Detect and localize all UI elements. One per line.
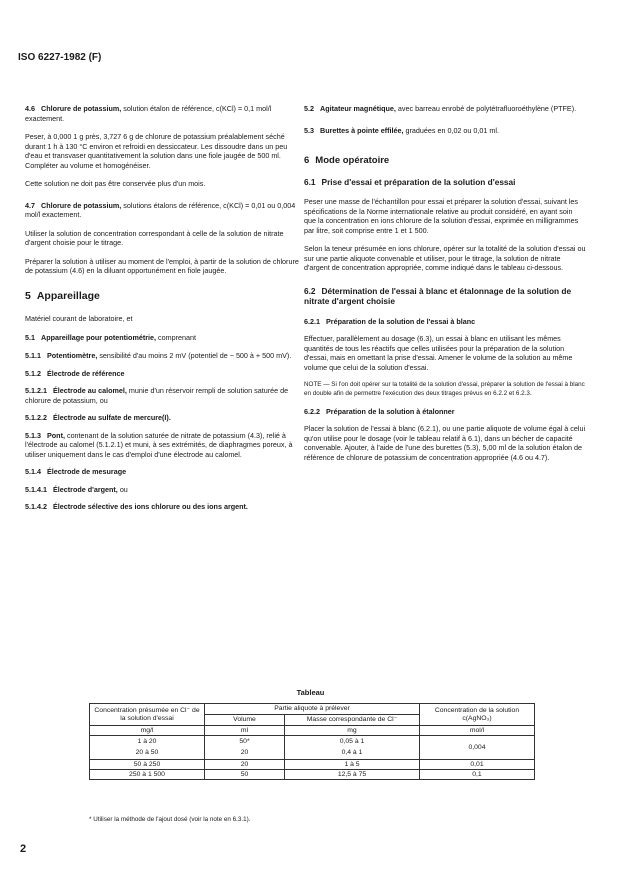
section-6-2-1-heading [304, 317, 586, 327]
section-6-2-2-heading [304, 407, 586, 417]
cell-value: 50* [239, 738, 250, 746]
section-5-1-heading [25, 333, 299, 343]
paragraph: Cette solution ne doit pas être conservée plus d'un mois. [25, 179, 206, 188]
section-text: sensibilité d'au moins 2 mV (potentiel de − 500 à + 500 mV). [99, 351, 292, 361]
table-row [90, 736, 535, 759]
right-column [304, 104, 586, 471]
section-number: 5 [25, 289, 31, 302]
section-number: 5.1.2.2 [25, 413, 47, 423]
section-title: Chlorure de potassium, [41, 200, 122, 210]
table-row [90, 759, 535, 769]
table-cell [90, 736, 205, 759]
left-column [25, 104, 299, 520]
section-title: Prise d'essai et préparation de la solution d'essai [321, 176, 516, 187]
table-cell [285, 736, 420, 759]
data-table [89, 703, 535, 780]
section-4-7-heading [25, 201, 299, 220]
table-cell: 0,01 [420, 759, 535, 769]
section-number: 5.1.4.2 [25, 502, 47, 512]
table-cell: 50 [205, 769, 285, 779]
page-number: 2 [20, 843, 27, 855]
section-title: Pont, [47, 430, 65, 440]
section-title: Détermination de l'essai à blanc et étalonnage de la solution de nitrate d'argent choisie [304, 285, 572, 306]
cell-value: 20 [240, 748, 249, 756]
paragraph: Selon la teneur présumée en ions chlorure, opérer sur la totalité de la solution d'essai ou sur une partie aliquote convenable et utiliser, pour le titrage, la solution de nitrate d'argent de concentration appropriée, comme indiqué dans le tableau ci-dessous. [304, 244, 586, 273]
table-cell: mol/l [420, 726, 535, 736]
section-text: comprenant [158, 332, 196, 342]
section-title: Électrode au calomel, [52, 386, 127, 396]
table-cell: ml [205, 726, 285, 736]
cell-value: 1 à 20 [137, 738, 157, 746]
section-number: 5.1.4.1 [25, 484, 47, 494]
section-title: Mode opératoire [315, 155, 390, 166]
note: NOTE — Si l'on doit opérer sur la totalité de la solution d'essai, préparer la solution de l'essai à blanc en double afin de permettre l'exécution des deux titrages prévus en 6.2.2 et 6.2.3. [304, 381, 585, 397]
section-title: Burettes à pointe effilée, [320, 125, 404, 135]
section-5-1-2 [25, 369, 299, 379]
section-title: Préparation de la solution de l'essai à blanc [326, 316, 476, 326]
table-header-row [90, 704, 535, 715]
section-5-2 [304, 104, 586, 114]
table-cell [205, 736, 285, 759]
section-5-3 [304, 126, 586, 136]
section-number: 5.3 [304, 125, 314, 135]
section-5-1-1 [25, 351, 299, 361]
cell-value: 0,05 à 1 [339, 738, 365, 746]
section-text: avec barreau enrobé de polytétrafluoroéthylène (PTFE). [397, 104, 577, 113]
cell-value: 0,4 à 1 [341, 748, 363, 756]
section-4-6-heading [25, 104, 299, 123]
table-row [90, 769, 535, 779]
table-cell: mg [285, 726, 420, 736]
section-number: 6.2 [304, 285, 316, 296]
paragraph: Peser une masse de l'échantillon pour essai et préparer la solution d'essai, suivant les spécifications de la Norme internationale relative au produit considéré, en ayant soin que la concentration en ions chlorure de la solution d'essai, exprimée en milligrammes par litre, soit comprise entre 1 et 1 500. [304, 197, 579, 235]
paragraph: Placer la solution de l'essai à blanc (6.2.1), ou une partie aliquote de volume égal à celui qu'on utilise pour le dosage (voir le tableau relatif à 6.1), dans un bécher de capacité convenable. Ajouter, à l'aide de l'une des burettes (5.3), 5,00 ml de la solution étalon de référence de chlorure de potassium de concentration appropriée (4.6 ou 4.7). [304, 424, 586, 462]
section-number: 5.2 [304, 104, 314, 113]
section-text: ou [119, 484, 128, 494]
section-number: 5.1 [25, 332, 35, 342]
section-5-1-4-1 [25, 485, 299, 495]
section-number: 4.6 [25, 104, 35, 113]
section-text: munie d'un réservoir rempli de solution saturée de chlorure de potassium, ou [25, 386, 289, 405]
section-number: 6.1 [304, 176, 316, 187]
section-number: 6.2.2 [304, 406, 320, 416]
section-number: 6.2.1 [304, 316, 320, 326]
paragraph: Matériel courant de laboratoire, et [25, 314, 133, 324]
table-cell: 1 à 5 [285, 759, 420, 769]
table-title: Tableau [296, 688, 325, 697]
section-5-1-4 [25, 467, 299, 477]
section-5-1-2-1 [25, 386, 299, 405]
section-title: Appareillage pour potentiométrie, [41, 332, 157, 342]
column-header-concentration: Concentration présumée en Cl⁻ de la solution d'essai [90, 704, 205, 726]
section-title: Chlorure de potassium, [41, 104, 122, 113]
section-text: solutions étalons de référence, c(KCl) = 0,01 ou 0,004 mol/l exactement. [25, 200, 296, 219]
table-cell: mg/l [90, 726, 205, 736]
section-title: Agitateur magnétique, [320, 104, 396, 113]
column-header-volume: Volume [205, 715, 285, 726]
section-number: 5.1.2 [25, 368, 41, 378]
section-text: graduées en 0,02 ou 0,01 ml. [405, 125, 499, 135]
section-number: 5.1.3 [25, 430, 41, 440]
table-cell: 0,004 [420, 736, 535, 759]
paragraph: Utiliser la solution de concentration correspondant à celle de la solution de nitrate d'argent choisie pour le titrage. [25, 228, 284, 247]
table-units-row [90, 726, 535, 736]
section-5-1-3 [25, 431, 299, 460]
section-title: Électrode au sulfate de mercure(I). [52, 413, 171, 423]
paragraph: Préparer la solution à utiliser au moment de l'emploi, à partir de la solution de chlorure de potassium (4.6) en la diluant opportunément en fiole jaugée. [25, 256, 299, 275]
section-6-2-heading [304, 287, 586, 307]
column-header-agno3: Concentration de la solution c(AgNO₃) [420, 704, 535, 726]
cell-value: 20 à 50 [135, 748, 159, 756]
section-title: Électrode d'argent, [52, 484, 118, 494]
section-title: Appareillage [36, 289, 100, 302]
section-6-heading [304, 155, 586, 168]
paragraph: Effectuer, parallèlement au dosage (6.3), un essai à blanc en utilisant les mêmes quantités de tous les réactifs que celles utilisées pour la préparation de la solution d'essai, mais en omettant la prise d'essai. Amener le volume de la solution au même volume que celui de la solution d'essai. [304, 334, 573, 372]
table-cell: 20 [205, 759, 285, 769]
section-number: 5.1.2.1 [25, 386, 47, 396]
section-number: 6 [304, 155, 310, 166]
table-footnote: * Utiliser la méthode de l'ajout dosé (voir la note en 6.3.1). [89, 816, 251, 823]
section-number: 5.1.1 [25, 351, 41, 361]
table-cell: 12,5 à 75 [285, 769, 420, 779]
section-5-1-4-2 [25, 502, 299, 512]
section-6-1-heading [304, 178, 586, 188]
section-number: 4.7 [25, 200, 35, 210]
document-header: ISO 6227-1982 (F) [18, 52, 102, 63]
section-5-heading [25, 290, 299, 304]
section-text: solution étalon de référence, c(KCl) = 0,1 mol/l exactement. [25, 104, 272, 123]
table-cell: 250 à 1 500 [90, 769, 205, 779]
column-header-mass: Masse correspondante de Cl⁻ [285, 715, 420, 726]
section-5-1-2-2 [25, 413, 299, 423]
table-cell: 50 à 250 [90, 759, 205, 769]
section-title: Potentiomètre, [47, 351, 98, 361]
section-title: Électrode sélective des ions chlorure ou des ions argent. [52, 502, 248, 512]
section-text: contenant de la solution saturée de nitrate de potassium (4.3), relié à l'électrode au calomel (5.1.2.1) et muni, à ses extrémités, de diaphragmes poreux, à utiliser uniquement dans le cas d'emploi d'une électrode au calomel. [25, 430, 293, 459]
paragraph: Peser, à 0,000 1 g près, 3,727 6 g de chlorure de potassium préalablement séché durant 1 h à 130 °C environ et refroidi en dessiccateur. Les dissoudre dans un peu d'eau et transvaser quantitativement la solution dans une fiole jaugée de 500 ml. Compléter au volume et homogénéiser. [25, 132, 288, 170]
section-title: Électrode de mesurage [47, 467, 127, 477]
column-header-aliquot: Partie aliquote à prélever [205, 704, 420, 715]
section-title: Préparation de la solution à étalonner [326, 406, 455, 416]
section-title: Électrode de référence [47, 368, 125, 378]
table-cell: 0,1 [420, 769, 535, 779]
section-number: 5.1.4 [25, 467, 41, 477]
